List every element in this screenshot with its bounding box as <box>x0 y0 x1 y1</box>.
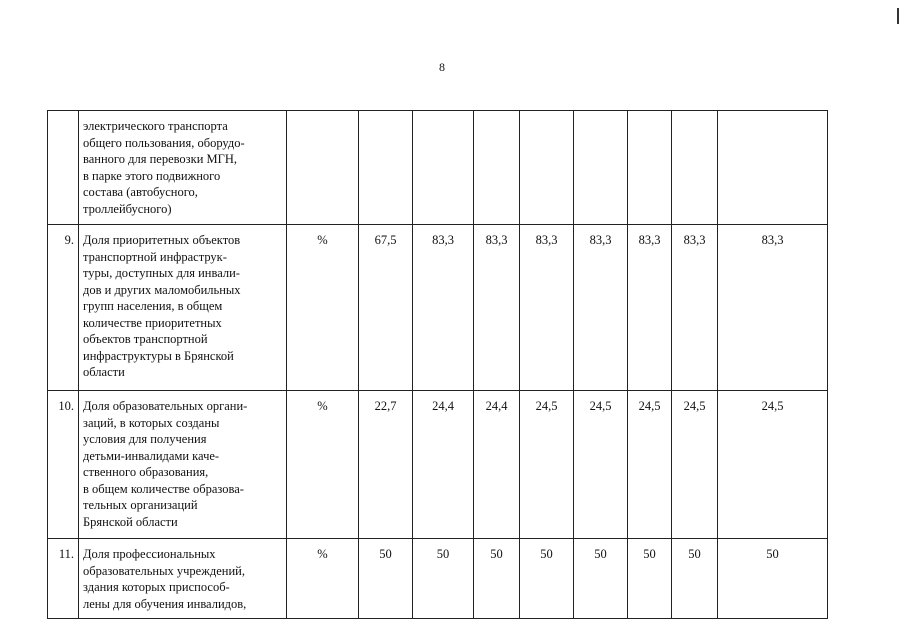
unit-cell <box>287 111 359 225</box>
indicator-name-line: общего пользования, оборудо- <box>83 135 245 150</box>
indicator-name-line: транспортной инфраструк- <box>83 249 227 264</box>
value-cell <box>474 111 520 225</box>
indicator-name-line: здания которых приспособ- <box>83 580 230 594</box>
page-number: 8 <box>439 60 445 74</box>
indicator-name <box>79 111 287 225</box>
indicator-name <box>79 391 287 539</box>
value-cell: 83,3 <box>628 225 672 391</box>
row-number: 11. <box>48 539 79 619</box>
value-cell: 24,5 <box>718 391 828 539</box>
value-cell: 50 <box>520 539 574 619</box>
edge-mark <box>897 8 899 24</box>
table-row <box>48 225 828 391</box>
indicator-name-line: Доля образовательных органи- <box>83 399 248 413</box>
indicator-name-line: области <box>83 365 125 379</box>
value-cell <box>520 111 574 225</box>
indicator-name-line: инфраструктуры в Брянской <box>83 348 234 363</box>
value-cell: 83,3 <box>574 225 628 391</box>
value-cell: 50 <box>574 539 628 619</box>
value-cell: 50 <box>359 539 413 619</box>
value-cell: 24,5 <box>672 391 718 539</box>
value-cell: 22,7 <box>359 391 413 539</box>
indicator-name-line: объектов транспортной <box>83 332 208 346</box>
indicator-name-line: Доля профессиональных <box>83 547 216 561</box>
indicator-name-line: детьми-инвалидами каче- <box>83 448 220 463</box>
indicator-name-line: туры, доступных для инвали- <box>83 266 240 280</box>
value-cell: 50 <box>672 539 718 619</box>
indicator-name-line: в общем количестве образова- <box>83 481 244 496</box>
indicator-name-line: групп населения, в общем <box>83 299 223 313</box>
value-cell <box>628 111 672 225</box>
indicator-name-line: дов и других маломобильных <box>83 282 241 297</box>
value-cell: 50 <box>413 539 474 619</box>
indicator-name-line: троллейбусного) <box>83 201 172 216</box>
row-number <box>48 111 79 225</box>
indicator-name-line: количестве приоритетных <box>83 315 222 330</box>
value-cell: 83,3 <box>520 225 574 391</box>
value-cell <box>413 111 474 225</box>
value-cell <box>718 111 828 225</box>
value-cell: 24,4 <box>413 391 474 539</box>
value-cell: 24,4 <box>474 391 520 539</box>
value-cell: 83,3 <box>413 225 474 391</box>
value-cell <box>574 111 628 225</box>
indicator-name-line: Доля приоритетных объектов <box>83 233 241 247</box>
indicator-name-line: состава (автобусного, <box>83 185 198 199</box>
value-cell: 50 <box>474 539 520 619</box>
unit-cell: % <box>287 225 359 391</box>
value-cell: 83,3 <box>672 225 718 391</box>
row-number: 9. <box>48 225 79 391</box>
unit-cell: % <box>287 391 359 539</box>
value-cell: 24,5 <box>574 391 628 539</box>
indicator-name-line: в парке этого подвижного <box>83 168 221 183</box>
indicator-name-line: образовательных учреждений, <box>83 563 245 578</box>
indicator-table <box>47 110 828 619</box>
value-cell: 24,5 <box>628 391 672 539</box>
value-cell: 67,5 <box>359 225 413 391</box>
indicator-name <box>79 225 287 391</box>
table-body <box>48 111 828 619</box>
indicator-name-line: электрического транспорта <box>83 119 228 133</box>
table-row <box>48 391 828 539</box>
table-row <box>48 539 828 619</box>
value-cell: 83,3 <box>474 225 520 391</box>
value-cell: 24,5 <box>520 391 574 539</box>
indicator-name-line: ванного для перевозки МГН, <box>83 152 237 166</box>
value-cell: 83,3 <box>718 225 828 391</box>
indicator-name-line: ственного образования, <box>83 465 209 479</box>
indicator-name-line: Брянской области <box>83 514 178 529</box>
indicator-name-line: заций, в которых созданы <box>83 415 220 430</box>
table-row <box>48 111 828 225</box>
indicator-name-line: тельных организаций <box>83 498 198 512</box>
indicator-name-line: условия для получения <box>83 432 207 446</box>
value-cell <box>672 111 718 225</box>
row-number: 10. <box>48 391 79 539</box>
value-cell: 50 <box>628 539 672 619</box>
value-cell: 50 <box>718 539 828 619</box>
indicator-name <box>79 539 287 619</box>
indicator-name-line: лены для обучения инвалидов, <box>83 596 247 611</box>
unit-cell: % <box>287 539 359 619</box>
value-cell <box>359 111 413 225</box>
